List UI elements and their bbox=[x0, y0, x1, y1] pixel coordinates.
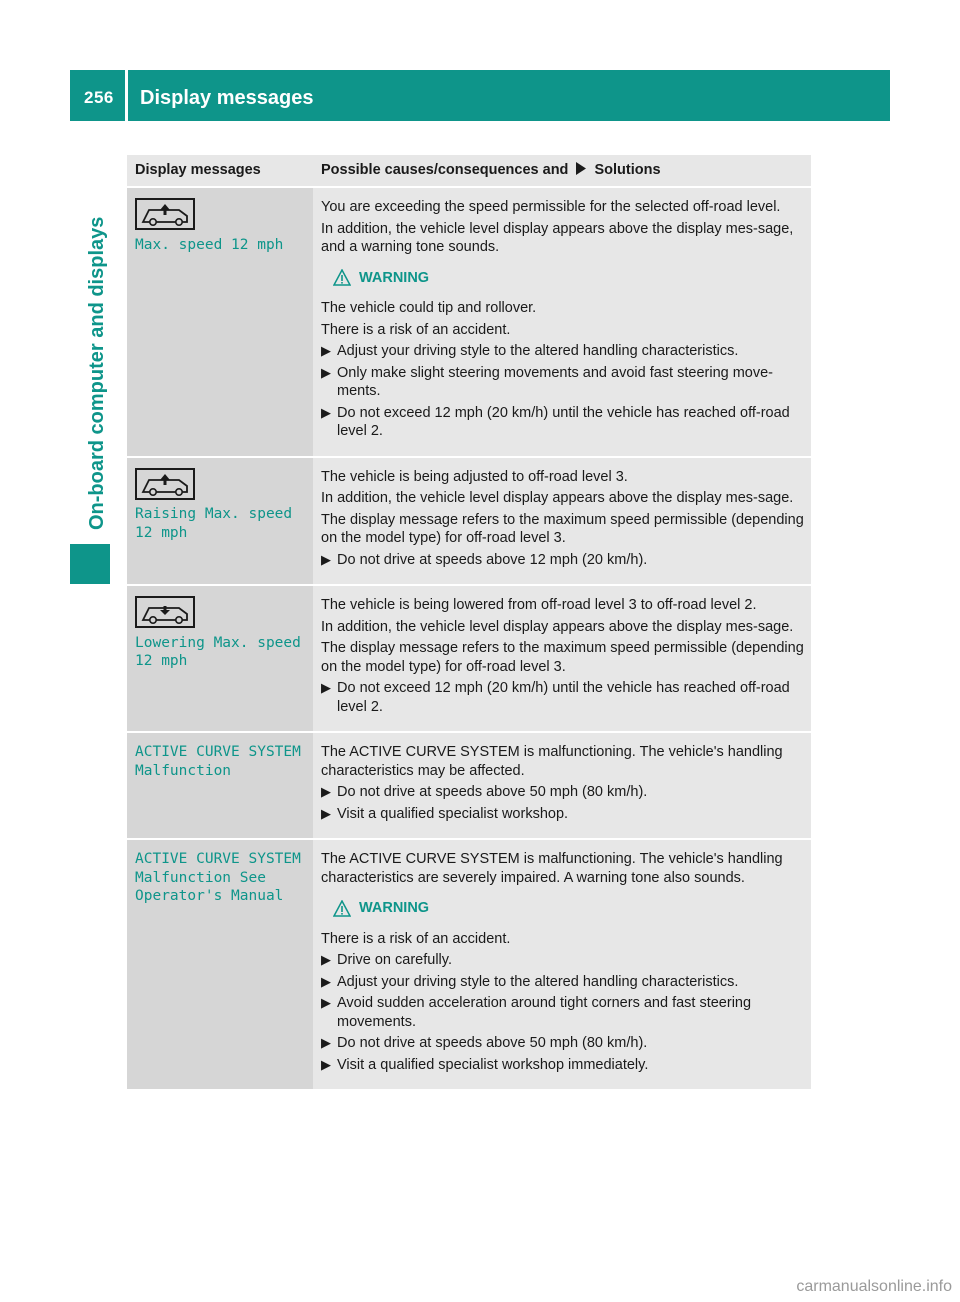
description-text: The display message refers to the maximum speed permissible (depending on the model type) for off-road level 3. bbox=[321, 640, 804, 675]
list-item: ▶ Do not drive at speeds above 12 mph (20 km/h). bbox=[321, 551, 648, 568]
action-arrow-icon: ▶ bbox=[321, 995, 331, 1010]
side-tab-title: On-board computer and displays bbox=[86, 216, 108, 530]
description-text: In addition, the vehicle level display appears above the display mes-sage. bbox=[321, 618, 794, 635]
list-item: ▶ Drive on carefully. bbox=[321, 952, 452, 968]
table-row bbox=[127, 732, 811, 839]
list-item: ▶ Adjust your driving style to the altered handling characteristics. bbox=[321, 343, 739, 359]
table-row bbox=[127, 457, 811, 586]
display-message-text: Max. speed 12 mph bbox=[135, 236, 284, 253]
table-row bbox=[127, 585, 811, 732]
action-arrow-icon: ▶ bbox=[321, 1056, 331, 1072]
description-text: In addition, the vehicle level display appears above the display mes-sage, and a warning tone sounds. bbox=[321, 220, 794, 255]
page-number: 256 bbox=[84, 88, 114, 107]
description-text: The ACTIVE CURVE SYSTEM is malfunctioning. The vehicle's handling characteristics are severely impaired. A warning tone also sounds. bbox=[321, 851, 783, 886]
vehicle-level-raise-icon bbox=[135, 198, 195, 230]
warning-heading: WARNING bbox=[321, 899, 805, 918]
warning-heading: WARNING bbox=[321, 269, 805, 288]
list-item: ▶ Do not exceed 12 mph (20 km/h) until the vehicle has reached off-road level 2. bbox=[321, 404, 790, 439]
warning-text: The vehicle could tip and rollover. bbox=[321, 300, 537, 316]
col-header-causes-solutions: Possible causes/consequences and Solutions bbox=[313, 155, 811, 187]
action-arrow-icon: ▶ bbox=[321, 1035, 331, 1050]
display-message-text: ACTIVE CURVE SYSTEM Malfunction bbox=[135, 744, 301, 779]
warning-text: There is a risk of an accident. bbox=[321, 321, 511, 338]
action-arrow-icon: ▶ bbox=[321, 784, 331, 799]
list-item: ▶ Visit a qualified specialist workshop. bbox=[321, 805, 569, 822]
action-arrow-icon: ▶ bbox=[321, 952, 331, 967]
description-text: The vehicle is being lowered from off-road level 3 to off-road level 2. bbox=[321, 597, 757, 613]
action-arrow-icon: ▶ bbox=[321, 805, 331, 821]
display-message-text: Lowering Max. speed 12 mph bbox=[135, 634, 301, 669]
description-text: The display message refers to the maximum speed permissible (depending on the model type) for off-road level 3. bbox=[321, 511, 804, 546]
side-tab-marker bbox=[70, 544, 110, 584]
action-arrow-icon: ▶ bbox=[321, 343, 331, 358]
description-text: The ACTIVE CURVE SYSTEM is malfunctioning. The vehicle's handling characteristics may be affected. bbox=[321, 744, 783, 779]
vehicle-level-raise-icon bbox=[135, 468, 195, 500]
col-header-display-messages: Display messages bbox=[127, 155, 313, 187]
action-arrow-icon bbox=[575, 162, 587, 175]
list-item: ▶ Do not drive at speeds above 50 mph (80 km/h). bbox=[321, 1035, 648, 1051]
table-header-row bbox=[127, 155, 811, 187]
warning-text: There is a risk of an accident. bbox=[321, 930, 511, 947]
list-item: ▶ Visit a qualified specialist workshop immediately. bbox=[321, 1056, 649, 1073]
action-arrow-icon: ▶ bbox=[321, 364, 331, 380]
watermark: carmanualsonline.info bbox=[796, 1278, 952, 1295]
warning-triangle-icon bbox=[333, 900, 351, 917]
action-arrow-icon: ▶ bbox=[321, 973, 331, 989]
list-item: ▶ Only make slight steering movements and avoid fast steering move-ments. bbox=[321, 364, 774, 399]
header-divider bbox=[125, 70, 128, 121]
action-arrow-icon: ▶ bbox=[321, 680, 331, 695]
list-item: ▶ Do not exceed 12 mph (20 km/h) until the vehicle has reached off-road level 2. bbox=[321, 680, 790, 715]
action-arrow-icon: ▶ bbox=[321, 551, 331, 567]
description-text: You are exceeding the speed permissible for the selected off-road level. bbox=[321, 199, 781, 215]
action-arrow-icon: ▶ bbox=[321, 404, 331, 420]
warning-triangle-icon bbox=[333, 269, 351, 286]
page-title: Display messages bbox=[140, 87, 314, 109]
display-message-text: Raising Max. speed 12 mph bbox=[135, 506, 293, 541]
description-text: The vehicle is being adjusted to off-road level 3. bbox=[321, 468, 628, 485]
table-row bbox=[127, 839, 811, 1090]
display-message-text: ACTIVE CURVE SYSTEM Malfunction See Operator's Manual bbox=[135, 851, 301, 904]
description-text: In addition, the vehicle level display appears above the display mes-sage. bbox=[321, 490, 794, 506]
list-item: ▶ Avoid sudden acceleration around tight corners and fast steering movements. bbox=[321, 995, 752, 1030]
vehicle-level-lower-icon bbox=[135, 596, 195, 628]
list-item: ▶ Do not drive at speeds above 50 mph (80 km/h). bbox=[321, 784, 648, 800]
display-messages-table bbox=[127, 155, 811, 1091]
table-row bbox=[127, 187, 811, 457]
list-item: ▶ Adjust your driving style to the altered handling characteristics. bbox=[321, 973, 739, 990]
